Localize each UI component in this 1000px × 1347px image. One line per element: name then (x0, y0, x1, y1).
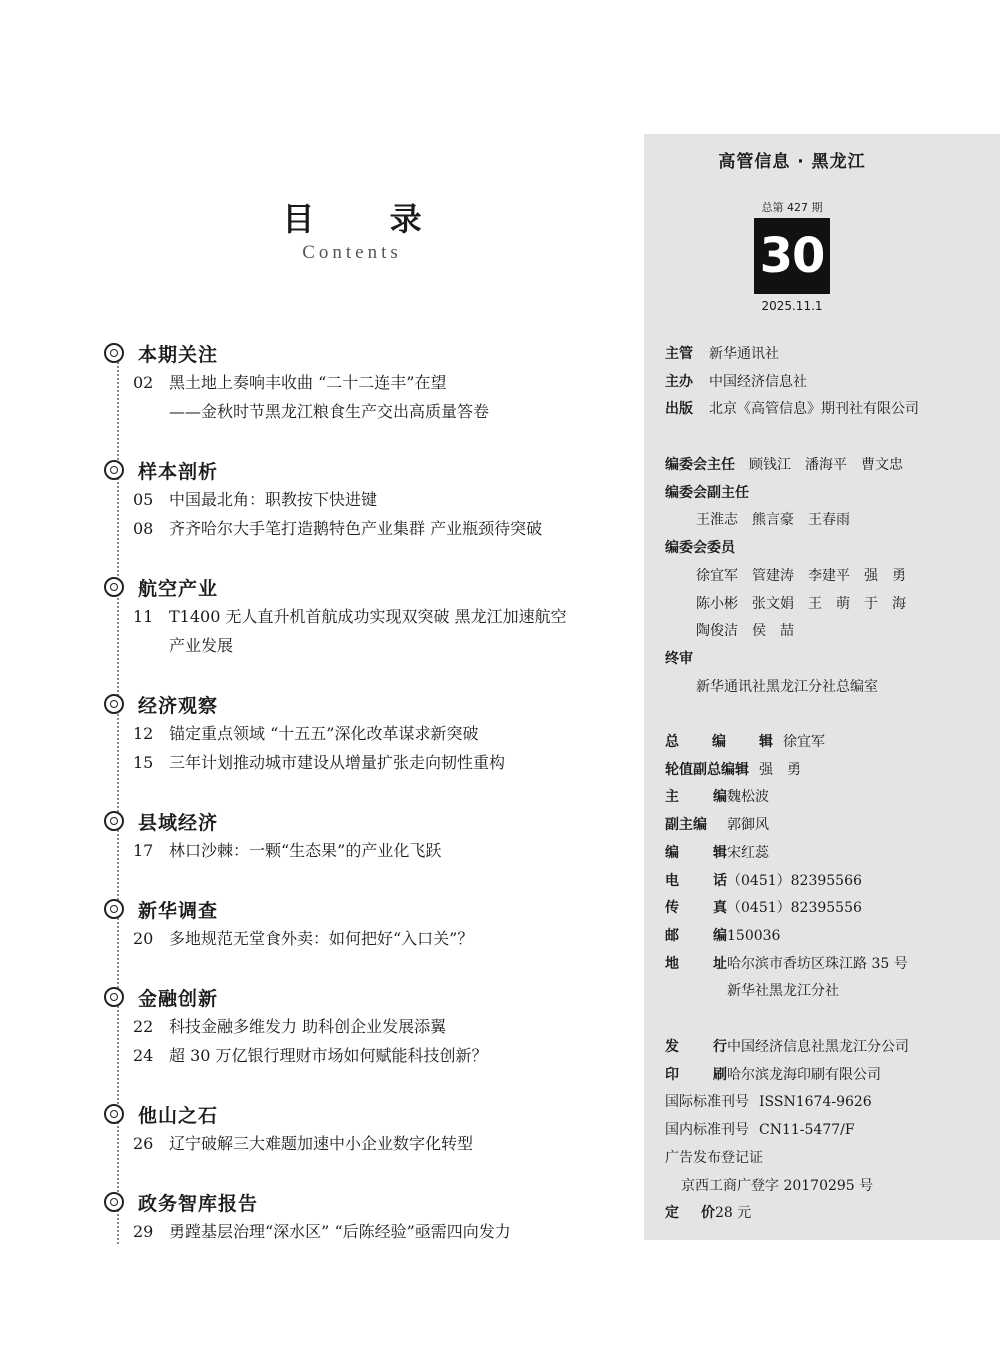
name: 王淮志 (696, 512, 738, 529)
page-number: 15 (133, 753, 154, 772)
label: 编委会委员 (665, 540, 735, 557)
section-title: 经济观察 (138, 694, 219, 717)
section-title: 新华调查 (138, 899, 219, 922)
label: 传 真 (665, 900, 727, 917)
label: 终审 (665, 650, 693, 667)
label: 副主编 (665, 817, 707, 834)
article-title: 辽宁破解三大难题加速中小企业数字化转型 (169, 1134, 474, 1153)
toc-section (104, 689, 624, 777)
toc-section (104, 806, 624, 865)
toc-header (268, 198, 454, 264)
article-title: 齐齐哈尔大手笔打造鹅特色产业集群 产业瓶颈待突破 (169, 519, 543, 538)
label: 电 话 (665, 872, 727, 889)
label: 主 编 (665, 789, 727, 806)
page-number: 22 (133, 1017, 154, 1036)
name: 王 萌 (808, 595, 850, 612)
toc-item[interactable] (104, 485, 624, 514)
toc-item[interactable] (104, 924, 624, 953)
toc-item[interactable] (104, 1041, 624, 1070)
label: 编 辑 (665, 844, 727, 861)
label: 发 行 (665, 1039, 727, 1055)
page-number: 08 (133, 519, 154, 538)
article-title: 锚定重点领域 “十五五”深化改革谋求新突破 (169, 724, 479, 743)
value: 新华通讯社黑龙江分社总编室 (696, 678, 878, 695)
name: 张文娟 (752, 595, 794, 612)
section-title: 县域经济 (138, 811, 219, 834)
section-title: 航空产业 (138, 577, 219, 600)
double-circle-icon (104, 987, 124, 1007)
value: 中国经济信息社 (709, 373, 807, 390)
toc-section (104, 572, 624, 660)
double-circle-icon (104, 577, 124, 597)
page-number: 17 (133, 841, 154, 860)
staff-block (665, 729, 995, 1006)
article-subtitle: ——金秋时节黑龙江粮食生产交出高质量答卷 (169, 402, 490, 421)
name: 陈小彬 (696, 595, 738, 612)
value: 150036 (727, 927, 781, 944)
toc-item[interactable] (104, 1217, 624, 1246)
name: 顾钱江 (749, 457, 791, 473)
toc-item[interactable] (104, 368, 624, 426)
double-circle-icon (104, 343, 124, 363)
double-circle-icon (104, 1192, 124, 1212)
issue-date: 2025.11.1 (761, 299, 823, 313)
page-number: 05 (133, 490, 154, 509)
distribution-block (665, 1034, 995, 1228)
label: 广告发布登记证 (665, 1149, 763, 1166)
value: ISSN1674-9626 (759, 1094, 872, 1111)
value: 强 勇 (759, 761, 801, 778)
value: CN11-5477/F (759, 1122, 855, 1139)
label: 定 价 (665, 1205, 715, 1222)
name: 陶俊洁 (696, 623, 738, 640)
label: 总 编 辑 (665, 734, 773, 750)
toc-section (104, 455, 624, 543)
section-title: 政务智库报告 (138, 1192, 259, 1215)
toc-item[interactable] (104, 514, 624, 543)
page-number: 12 (133, 724, 154, 743)
label: 印 刷 (665, 1066, 727, 1083)
value: 中国经济信息社黑龙江分公司 (727, 1039, 909, 1055)
value: 魏松波 (727, 789, 769, 806)
article-title: 三年计划推动城市建设从增量扩张走向韧性重构 (169, 753, 506, 772)
page-number: 02 (133, 373, 154, 392)
double-circle-icon (104, 460, 124, 480)
value: （0451）82395566 (727, 872, 862, 889)
toc-section (104, 1187, 624, 1246)
value: 哈尔滨龙海印刷有限公司 (727, 1066, 881, 1083)
section-title: 金融创新 (138, 987, 219, 1010)
value: 新华通讯社 (709, 346, 779, 362)
magazine-brand: 高管信息 · 黑龙江 (718, 152, 866, 172)
value: 28 元 (715, 1205, 752, 1222)
label: 主管 (665, 346, 693, 362)
page-number: 26 (133, 1134, 154, 1153)
label: 编委会副主任 (665, 484, 749, 501)
toc-title: 目 录 (282, 200, 454, 238)
double-circle-icon (104, 1104, 124, 1124)
article-title: 黑土地上奏响丰收曲 “二十二连丰”在望 (169, 373, 447, 392)
label: 国际标准刊号 (665, 1094, 749, 1111)
label: 邮 编 (665, 927, 727, 944)
name: 管建涛 (752, 567, 794, 584)
name: 王春雨 (808, 512, 850, 529)
label: 编委会主任 (665, 457, 735, 473)
toc-item[interactable] (104, 1012, 624, 1041)
value: 哈尔滨市香坊区珠江路 35 号 (727, 955, 908, 972)
double-circle-icon (104, 694, 124, 714)
label: 国内标准刊号 (665, 1122, 749, 1139)
toc-section (104, 894, 624, 953)
value: 北京《高管信息》期刊社有限公司 (709, 401, 919, 418)
article-title: 科技金融多维发力 助科创企业发展添翼 (169, 1017, 447, 1036)
double-circle-icon (104, 899, 124, 919)
toc-item[interactable] (104, 1129, 624, 1158)
total-issue: 总第 427 期 (761, 201, 823, 214)
value: 宋红蕊 (727, 844, 769, 861)
toc-item[interactable] (104, 602, 624, 660)
toc-item[interactable] (104, 836, 624, 865)
name: 潘海平 (805, 457, 847, 473)
editorial-board-block (665, 452, 995, 701)
value: 京西工商广登字 20170295 号 (681, 1177, 874, 1194)
toc-item[interactable] (104, 719, 624, 748)
toc-section (104, 982, 624, 1070)
article-title: 林口沙棘：一颗“生态果”的产业化飞跃 (169, 841, 442, 860)
value: 郭御风 (727, 817, 769, 834)
name: 强 勇 (864, 567, 906, 584)
name: 侯 喆 (752, 623, 794, 640)
page-number: 11 (133, 607, 154, 626)
article-title: 中国最北角：职教按下快进键 (169, 490, 378, 509)
article-title: 勇蹚基层治理“深水区” “后陈经验”亟需四向发力 (169, 1222, 511, 1241)
page-number: 20 (133, 929, 154, 948)
article-title: 超 30 万亿银行理财市场如何赋能科技创新？ (169, 1046, 488, 1065)
name: 徐宜军 (696, 567, 738, 584)
label: 地 址 (665, 955, 727, 972)
section-title: 样本剖析 (138, 460, 219, 483)
masthead-panel (644, 134, 1000, 1240)
section-title: 本期关注 (138, 343, 219, 366)
section-title: 他山之石 (138, 1104, 219, 1127)
name: 熊言豪 (752, 512, 794, 529)
toc-section (104, 338, 624, 426)
toc-section (104, 1099, 624, 1158)
issue-number-badge: 30 (754, 218, 830, 294)
name: 李建平 (808, 567, 850, 584)
publisher-block (665, 341, 995, 424)
value: 新华社黑龙江分社 (727, 983, 839, 1000)
page-number: 24 (133, 1046, 154, 1065)
name: 于 海 (864, 595, 906, 612)
page-number: 29 (133, 1222, 154, 1241)
toc-item[interactable] (104, 748, 624, 777)
label: 出版 (665, 401, 693, 418)
article-title-continued: 产业发展 (169, 636, 234, 655)
double-circle-icon (104, 811, 124, 831)
value: （0451）82395556 (727, 900, 862, 917)
name: 曹文忠 (861, 457, 903, 473)
article-title: 多地规范无堂食外卖：如何把好“入口关”？ (169, 929, 474, 948)
value: 徐宜军 (783, 734, 825, 750)
label: 轮值副总编辑 (665, 761, 749, 778)
label: 主办 (665, 373, 693, 390)
toc-subtitle: Contents (302, 242, 402, 263)
article-title: T1400 无人直升机首航成功实现双突破 黑龙江加速航空 (169, 607, 567, 626)
